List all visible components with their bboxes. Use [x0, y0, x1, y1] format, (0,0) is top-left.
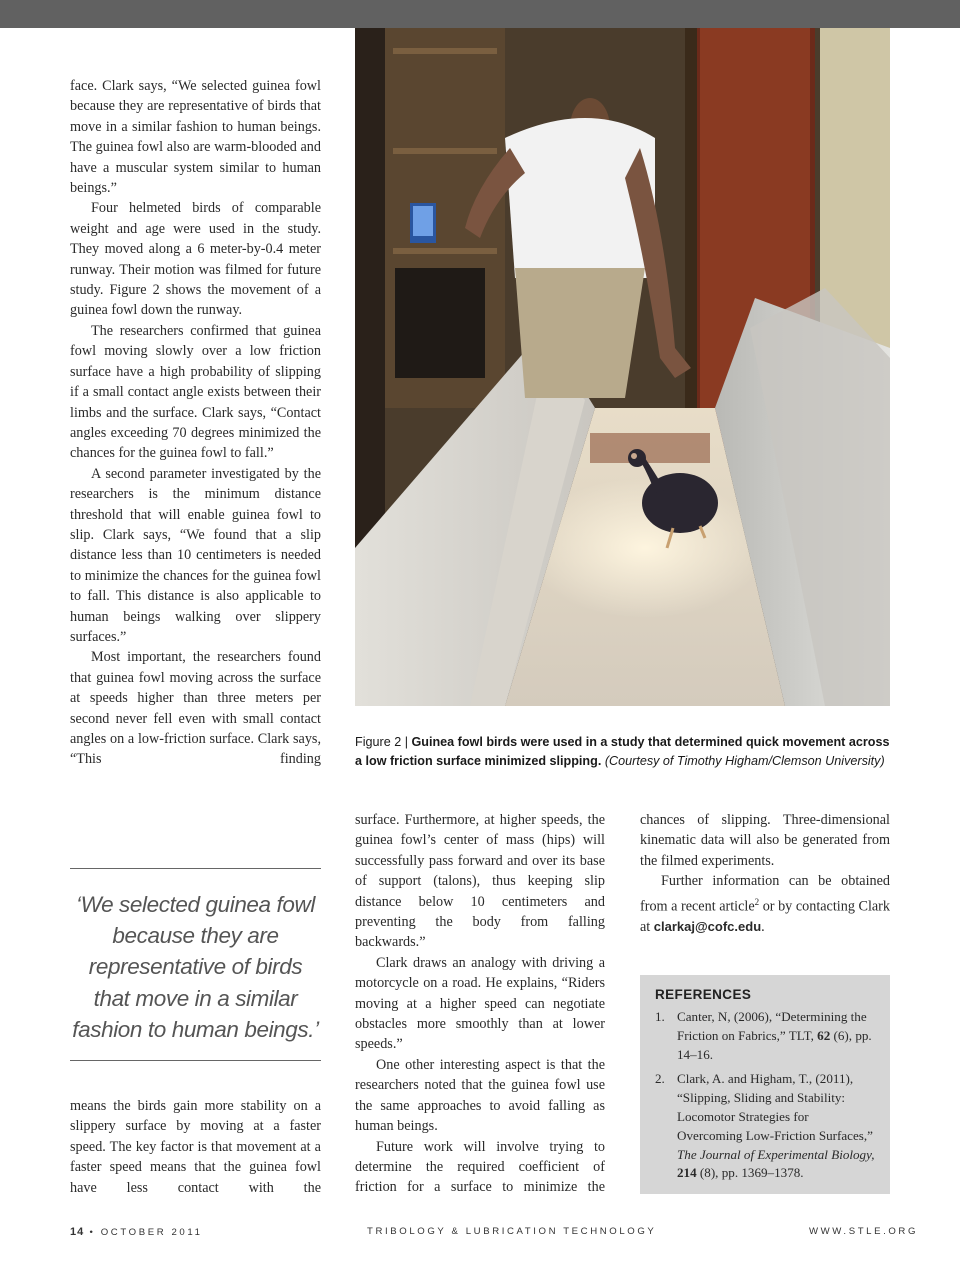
paragraph: Most important, the researchers found that guinea fowl moving across the surface at speeds higher than three meters per second never fell even with small contact angles on a low-friction surface. Clark says, “This finding	[70, 649, 321, 768]
figure-caption	[355, 733, 895, 770]
email-link[interactable]: clarkaj@cofc.edu	[653, 918, 762, 934]
column-2	[355, 810, 605, 1198]
text-span: Clark, A. and Higham, T., (2011), “Slipping, Sliding and Stability: Locomotor Strategies for Overcoming Low-Friction Surfaces,”	[677, 1071, 873, 1143]
figure-label: Figure 2 |	[355, 735, 412, 749]
paragraph: One other interesting aspect is that the researchers noted that the guinea fowl use the same approaches to avoid falling as human beings.	[355, 1056, 605, 1135]
column-1-upper	[70, 76, 321, 770]
column-3	[640, 810, 890, 937]
volume-number: 214	[677, 1165, 697, 1181]
references-box	[640, 975, 890, 1194]
guinea-fowl-runway-photo	[355, 28, 890, 706]
paragraph: means the birds gain more stability on a slippery surface by moving at a faster speed. The key factor is that movement at a faster speed means that the guinea fowl have less contact with the	[70, 1098, 321, 1196]
text-span: Canter, N, (2006), “Determining the Friction on Fabrics,” TLT,	[677, 1009, 867, 1043]
figure-text: Guinea fowl birds were used in a study that determined quick movement across a low friction surface minimized slipping.	[355, 735, 890, 768]
paragraph: surface. Furthermore, at higher speeds, the guinea fowl’s center of mass (hips) will successfully pass forward and over its base of support (talons), thus keeping slip distance below 10 centimeters and preventing the body from falling backwards.”	[355, 812, 605, 951]
paragraph: Future work will involve trying to determine the required coefficient of friction for a surface to minimize the	[355, 1138, 605, 1196]
reference-number: 2.	[655, 1071, 665, 1087]
volume-number: 62	[817, 1027, 831, 1043]
paragraph: Four helmeted birds of comparable weight and age were used in the study. They moved along a 6 meter-by-0.4 meter runway. Their motion was filmed for future study. Figure 2 shows the movement of a guinea fowl down the runway.	[70, 200, 321, 319]
references-title: REFERENCES	[655, 987, 752, 1002]
pull-quote	[70, 868, 321, 1061]
footer-separator: •	[84, 1227, 101, 1238]
figure-photo	[355, 28, 890, 706]
reference-item	[655, 1008, 876, 1064]
references-list	[655, 1008, 876, 1183]
paragraph	[640, 871, 890, 937]
footer-date: OCTOBER 2011	[100, 1227, 203, 1238]
text-span: (6), pp. 14–16.	[677, 1027, 872, 1062]
paragraph: face. Clark says, “We selected guinea fowl because they are representative of birds that move in a similar fashion to human beings. The guinea fowl also are warm-blooded and have a muscular system similar to human beings.”	[70, 78, 321, 197]
text-span: or by contacting Clark at	[640, 898, 891, 935]
reference-item	[655, 1070, 876, 1183]
paragraph: Clark draws an analogy with driving a motorcycle on a road. He explains, “Riders moving at a higher speed can negotiate obstacles more smoothly than at lower speeds.”	[355, 954, 605, 1053]
text-span: Further information can be obtained from a recent article	[640, 873, 890, 915]
footer-website: WWW.STLE.ORG	[809, 1226, 919, 1237]
figure-credit: (Courtesy of Timothy Higham/Clemson University)	[601, 753, 885, 768]
column-1-lower	[70, 1096, 321, 1198]
top-bar	[0, 0, 960, 28]
footer-left	[70, 1226, 203, 1238]
paragraph: A second parameter investigated by the researchers is the minimum distance threshold that will enable guinea fowl to slip. Clark says, “We found that a slip distance less than 10 centimeters is needed to minimize the chances for the guinea fowl to fall. This distance is also applicable to human beings walking over slippery surfaces.”	[70, 465, 321, 645]
page-number: 14	[70, 1226, 85, 1238]
reference-number: 1.	[655, 1009, 665, 1024]
pull-quote-text: ‘We selected guinea fowl because they are representative of birds that move in a similar fashion to human beings.’	[72, 892, 319, 1042]
paragraph: The researchers confirmed that guinea fowl moving slowly over a low friction surface have a high probability of slipping if a small contact angle exists between their limbs and the surface. Clark says, “Contact angles exceeding 70 degrees minimized the chances for the guinea fowl to fall.”	[70, 322, 321, 462]
text-span: (8), pp. 1369–1378.	[696, 1165, 804, 1181]
text-span: .	[761, 918, 765, 935]
paragraph: chances of slipping. Three-dimensional kinematic data will also be generated from the filmed experiments.	[640, 812, 890, 869]
footer-journal: TRIBOLOGY & LUBRICATION TECHNOLOGY	[367, 1226, 657, 1237]
citation-superscript: 2	[754, 896, 760, 907]
journal-name: The Journal of Experimental Biology,	[677, 1146, 875, 1162]
